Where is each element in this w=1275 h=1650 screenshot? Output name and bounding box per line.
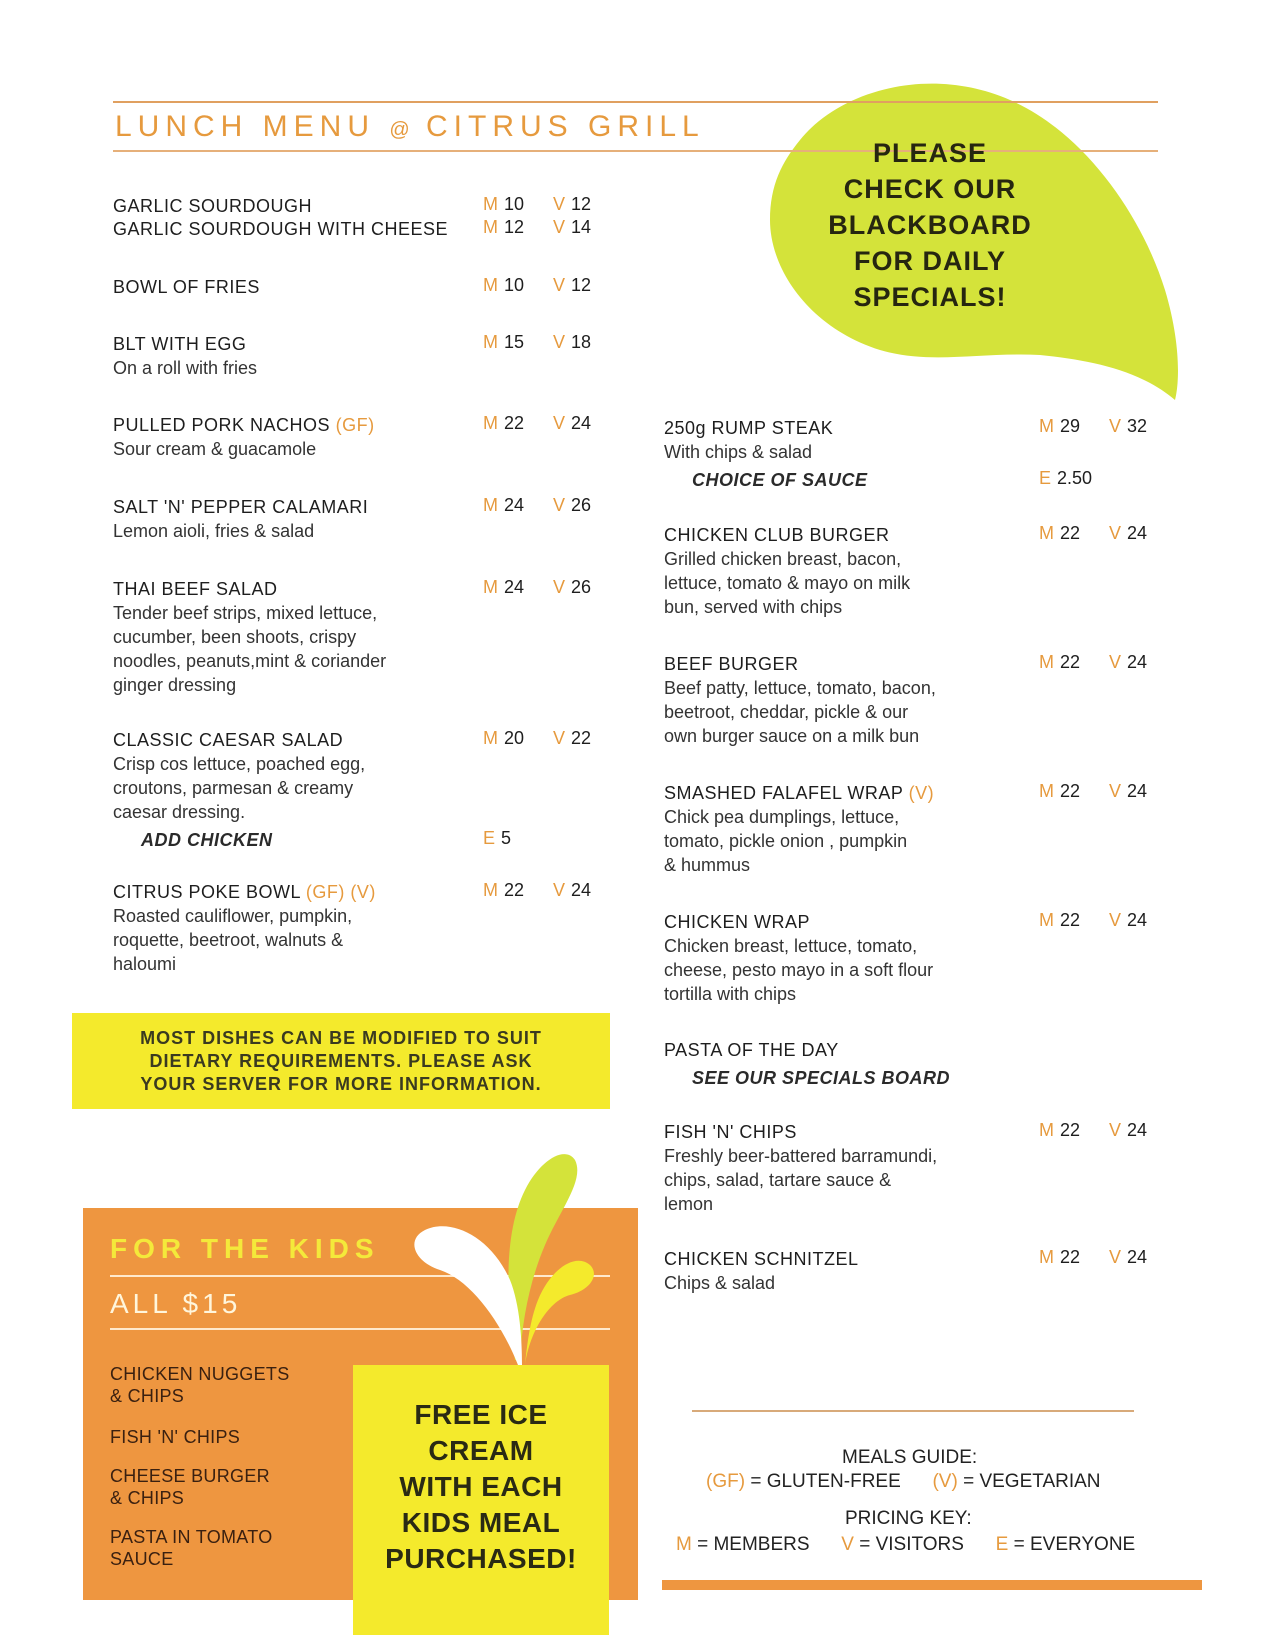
menu-item-price: V 24 <box>1109 523 1148 543</box>
menu-item <box>664 1247 1184 1295</box>
menu-item <box>664 652 1184 748</box>
kids-item: CHEESE BURGER & CHIPS <box>110 1466 270 1508</box>
menu-item <box>664 523 1184 619</box>
specials-line: SPECIALS! <box>853 282 1007 312</box>
menu-item-price: M 10 <box>483 275 525 295</box>
menu-item <box>113 275 633 299</box>
menu-item-name: CHICKEN WRAP <box>664 912 811 932</box>
specials-line: PLEASE <box>872 138 988 168</box>
menu-item <box>664 910 1184 1006</box>
menu-item-price: V 12 <box>553 275 592 295</box>
specials-line: FOR DAILY <box>853 246 1006 276</box>
menu-item-description: haloumi <box>113 954 177 974</box>
ice-cream-promo: FREE ICE CREAM WITH EACH KIDS MEAL PURCHASED! <box>353 1365 609 1635</box>
menu-item-price: M 15 <box>483 332 525 352</box>
menu-item <box>113 217 633 241</box>
menu-item-name: BLT WITH EGG <box>113 334 247 354</box>
menu-item-price: V 24 <box>1109 781 1148 801</box>
menu-item-price: M 12 <box>483 217 525 237</box>
menu-item-price: M 29 <box>1039 416 1081 436</box>
menu-item-description: cucumber, been shoots, crispy <box>113 627 357 647</box>
menu-item <box>113 577 633 697</box>
bottom-orange-bar <box>662 1580 1202 1590</box>
pricing-keys: M = MEMBERS V = VISITORS E = EVERYONE <box>676 1534 1136 1555</box>
title-citrus-grill: CITRUS GRILL <box>426 110 705 143</box>
menu-item-name: CLASSIC CAESAR SALAD <box>113 730 344 750</box>
menu-item-addon: CHOICE OF SAUCE <box>692 470 868 490</box>
menu-item-price: V 26 <box>553 577 592 597</box>
menu-item-price: M 22 <box>1039 523 1081 543</box>
dietary-tag: (GF) <box>335 415 375 435</box>
meals-guide-title: MEALS GUIDE: <box>842 1447 978 1468</box>
menu-item-price: M 22 <box>1039 1247 1081 1267</box>
menu-item-description: On a roll with fries <box>113 358 258 378</box>
menu-item-description: Sour cream & guacamole <box>113 439 317 459</box>
menu-item-price: V 24 <box>1109 1247 1148 1267</box>
menu-item-price: V 12 <box>553 194 592 214</box>
menu-item-price: V 32 <box>1109 416 1148 436</box>
menu-item-name: 250g RUMP STEAK <box>664 418 834 438</box>
menu-item-price: M 10 <box>483 194 525 214</box>
menu-item-description: Lemon aioli, fries & salad <box>113 521 315 541</box>
menu-item-price: V 24 <box>1109 910 1148 930</box>
menu-item-name: THAI BEEF SALAD <box>113 579 278 599</box>
kids-price: ALL $15 <box>110 1288 242 1319</box>
menu-item-price: M 22 <box>1039 1120 1081 1140</box>
menu-item-name: PULLED PORK NACHOS (GF) <box>113 415 375 435</box>
menu-item-price: M 24 <box>483 495 525 515</box>
menu-item-description: croutons, parmesan & creamy <box>113 778 354 798</box>
menu-item-description: roquette, beetroot, walnuts & <box>113 930 344 950</box>
menu-item <box>664 781 1184 877</box>
menu-item-name: SMASHED FALAFEL WRAP (V) <box>664 783 935 803</box>
menu-item <box>113 495 633 543</box>
menu-item-price: M 22 <box>1039 910 1081 930</box>
page-title <box>115 110 705 144</box>
menu-item-name: SALT 'N' PEPPER CALAMARI <box>113 497 369 517</box>
kids-heading: FOR THE KIDS <box>110 1233 380 1264</box>
menu-item-name: GARLIC SOURDOUGH <box>113 196 313 216</box>
menu-item-price: V 24 <box>553 880 592 900</box>
menu-item-price: E 5 <box>483 828 512 848</box>
menu-item-description: noodles, peanuts,mint & coriander <box>113 651 387 671</box>
menu-item-description: bun, served with chips <box>664 597 843 617</box>
kids-item: PASTA IN TOMATO SAUCE <box>110 1527 273 1569</box>
menu-item-price: V 24 <box>1109 652 1148 672</box>
menu-item-description: lemon <box>664 1194 714 1214</box>
menu-item-description: cheese, pesto mayo in a soft flour <box>664 960 934 980</box>
menu-item-description: Grilled chicken breast, bacon, <box>664 549 902 569</box>
guide-rule <box>692 1410 1134 1412</box>
kids-item: CHICKEN NUGGETS & CHIPS <box>110 1364 290 1406</box>
menu-item-name: PASTA OF THE DAY <box>664 1040 839 1060</box>
dietary-note <box>72 1013 610 1109</box>
menu-item <box>113 332 633 380</box>
specials-line: BLACKBOARD <box>828 210 1032 240</box>
specials-line: CHECK OUR <box>843 174 1017 204</box>
menu-item <box>113 880 633 976</box>
menu-item-price: M 20 <box>483 728 525 748</box>
menu-item-price: V 24 <box>1109 1120 1148 1140</box>
menu-item-price: E 2.50 <box>1039 468 1093 488</box>
menu-item-price: M 24 <box>483 577 525 597</box>
kids-item: FISH 'N' CHIPS <box>110 1427 241 1447</box>
pricing-key-title: PRICING KEY: <box>845 1508 972 1529</box>
menu-item-price: M 22 <box>483 880 525 900</box>
menu-item-description: beetroot, cheddar, pickle & our <box>664 702 909 722</box>
menu-item-description: tomato, pickle onion , pumpkin <box>664 831 908 851</box>
menu-item-price: V 24 <box>553 413 592 433</box>
menu-item-addon: SEE OUR SPECIALS BOARD <box>692 1068 951 1088</box>
menu-item-addon: ADD CHICKEN <box>141 830 273 850</box>
menu-item-price: M 22 <box>1039 652 1081 672</box>
dietary-line: MOST DISHES CAN BE MODIFIED TO SUIT <box>140 1028 542 1048</box>
title-lunch-menu: LUNCH MENU <box>115 110 376 143</box>
menu-item-price: V 18 <box>553 332 592 352</box>
menu-item-name: CHICKEN SCHNITZEL <box>664 1249 859 1269</box>
menu-item-description: Crisp cos lettuce, poached egg, <box>113 754 366 774</box>
dietary-line: DIETARY REQUIREMENTS. PLEASE ASK <box>149 1051 533 1071</box>
menu-item-description: Chicken breast, lettuce, tomato, <box>664 936 918 956</box>
menu-item-description: own burger sauce on a milk bun <box>664 726 920 746</box>
dietary-tag: (V) <box>908 783 935 803</box>
menu-item-name: GARLIC SOURDOUGH WITH CHEESE <box>113 219 449 239</box>
menu-item-price: V 14 <box>553 217 592 237</box>
dietary-tag: (GF) (V) <box>305 882 376 902</box>
menu-item-description: Tender beef strips, mixed lettuce, <box>113 603 378 623</box>
menu-item-name: BEEF BURGER <box>664 654 799 674</box>
menu-item <box>113 413 633 461</box>
dietary-line: YOUR SERVER FOR MORE INFORMATION. <box>140 1074 542 1094</box>
menu-item-description: tortilla with chips <box>664 984 797 1004</box>
menu-item <box>664 1120 1184 1216</box>
menu-item-description: Beef patty, lettuce, tomato, bacon, <box>664 678 936 698</box>
menu-item-description: Roasted cauliflower, pumpkin, <box>113 906 353 926</box>
menu-item <box>664 416 1184 492</box>
menu-item-price: V 22 <box>553 728 592 748</box>
specials-note <box>810 135 1050 315</box>
menu-item-description: chips, salad, tartare sauce & <box>664 1170 892 1190</box>
menu-item-price: M 22 <box>1039 781 1081 801</box>
menu-item-name: BOWL OF FRIES <box>113 277 260 297</box>
menu-item-description: Freshly beer-battered barramundi, <box>664 1146 938 1166</box>
menu-item-name: FISH 'N' CHIPS <box>664 1122 797 1142</box>
menu-item <box>113 194 633 218</box>
menu-item-price: M 22 <box>483 413 525 433</box>
menu-item-name: CITRUS POKE BOWL (GF) (V) <box>113 882 376 902</box>
menu-item-description: ginger dressing <box>113 675 237 695</box>
menu-item <box>664 1038 1184 1090</box>
title-at: @ <box>389 119 412 141</box>
menu-item-description: lettuce, tomato & mayo on milk <box>664 573 911 593</box>
menu-item-description: With chips & salad <box>664 442 813 462</box>
menu-item-name: CHICKEN CLUB BURGER <box>664 525 890 545</box>
menu-item-description: Chips & salad <box>664 1273 776 1293</box>
meals-guide-keys: (GF) = GLUTEN-FREE (V) = VEGETARIAN <box>706 1471 1101 1492</box>
menu-item-description: & hummus <box>664 855 751 875</box>
title-top-rule <box>113 101 1158 103</box>
menu-item <box>113 728 633 852</box>
menu-item-price: V 26 <box>553 495 592 515</box>
menu-item-description: Chick pea dumplings, lettuce, <box>664 807 900 827</box>
splash-drops <box>410 1140 610 1370</box>
menu-item-description: caesar dressing. <box>113 802 246 822</box>
